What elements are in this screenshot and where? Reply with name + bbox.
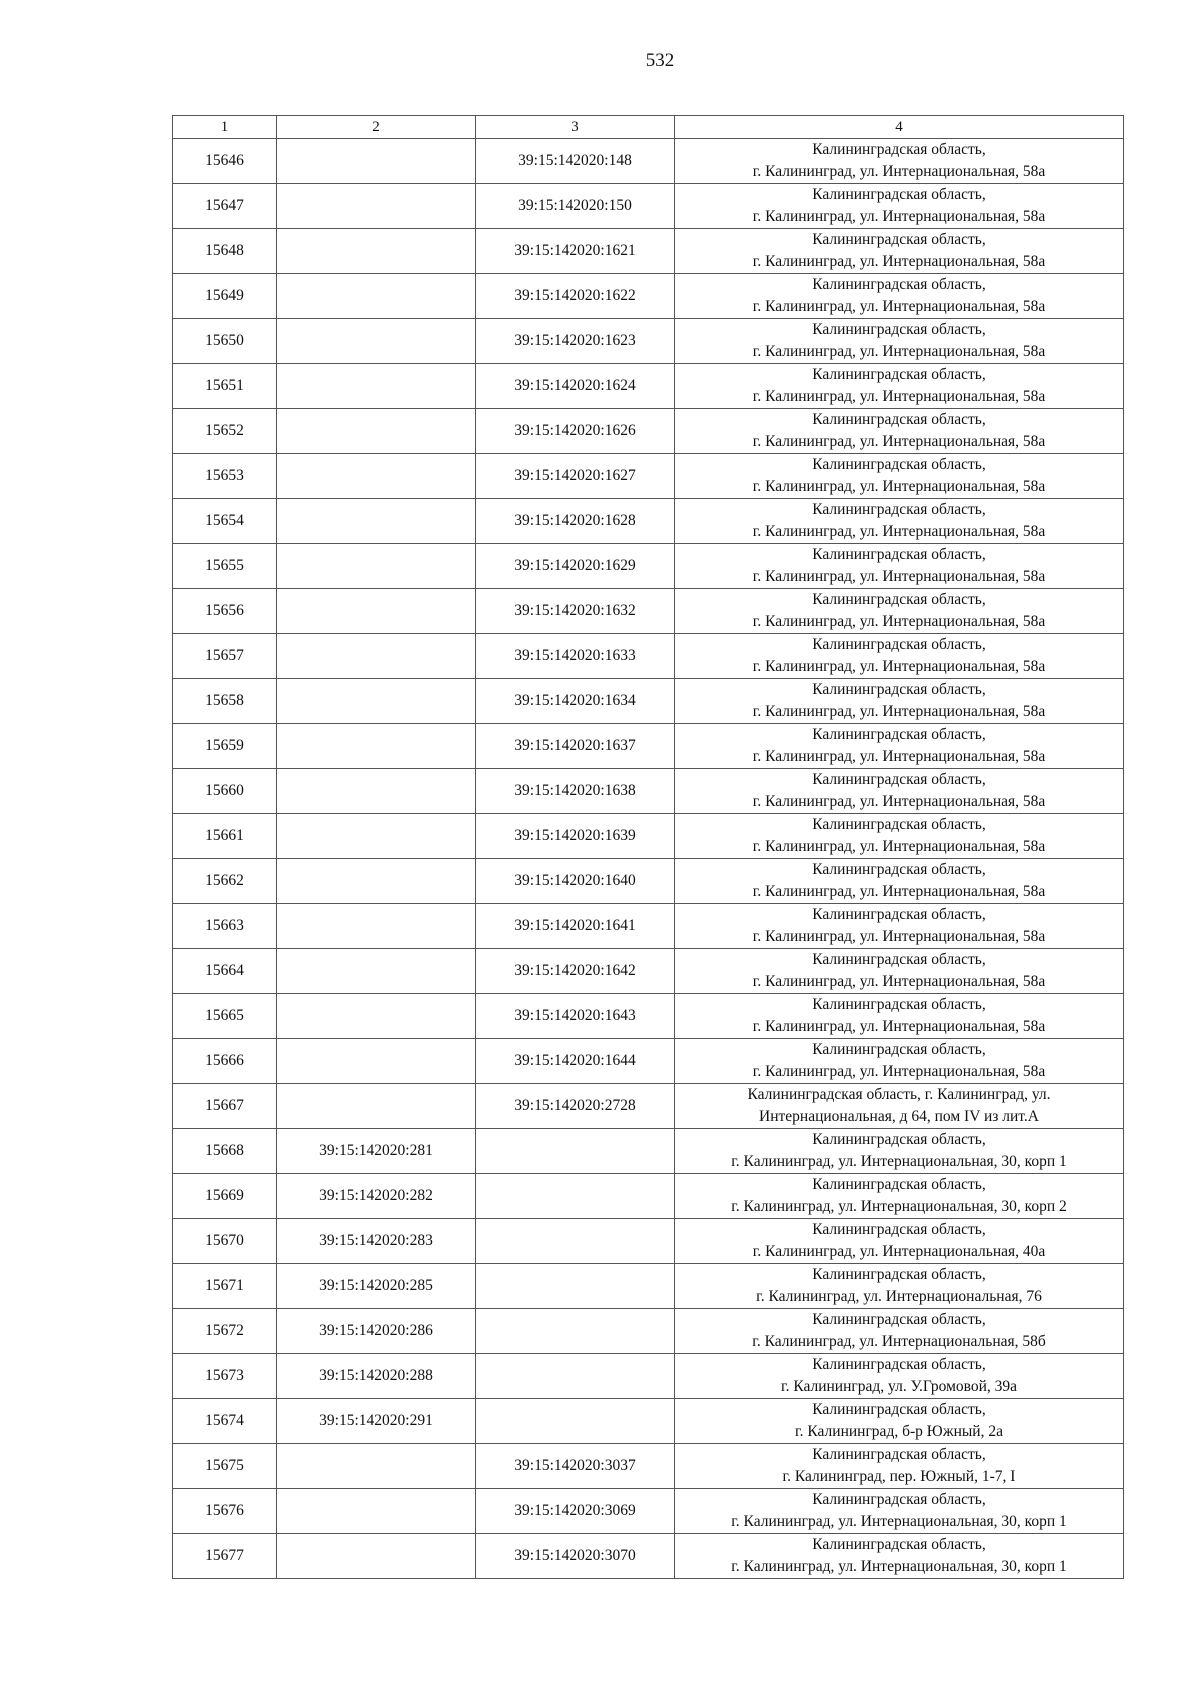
address-line: Калининградская область,: [812, 996, 986, 1013]
address-line: г. Калининград, ул. Интернациональная, 58а: [752, 658, 1046, 675]
table-header: [173, 116, 1124, 139]
address-line: Калининградская область,: [812, 771, 986, 788]
cadastral-number-cell: 39:15:142020:288: [277, 1354, 476, 1399]
address-line: Калининградская область,: [812, 1221, 986, 1238]
address-line: Калининградская область,: [812, 1176, 986, 1193]
room-cadastral-number-cell: [476, 1309, 675, 1354]
room-cadastral-number-cell: [476, 1174, 675, 1219]
address-cell: [675, 949, 1124, 994]
address-cell: [675, 769, 1124, 814]
address-cell: [675, 1399, 1124, 1444]
address-line: г. Калининград, ул. Интернациональная, 30, корп 1: [731, 1153, 1067, 1170]
header-cell-3: 3: [476, 116, 675, 139]
table-row: [173, 1129, 1124, 1174]
row-number-cell: 15647: [173, 184, 277, 229]
row-number-cell: 15677: [173, 1534, 277, 1579]
registry-table: [172, 115, 1124, 1579]
room-cadastral-number-cell: [476, 1354, 675, 1399]
address-cell: [675, 1309, 1124, 1354]
address-line: г. Калининград, ул. Интернациональная, 30, корп 1: [731, 1558, 1067, 1575]
address-line: Калининградская область,: [812, 366, 986, 383]
address-cell: [675, 229, 1124, 274]
address-line: г. Калининград, ул. Интернациональная, 58а: [752, 613, 1046, 630]
address-line: Калининградская область,: [812, 951, 986, 968]
row-number-cell: 15671: [173, 1264, 277, 1309]
address-line: Калининградская область,: [812, 1536, 986, 1553]
address-line: г. Калининград, ул. Интернациональная, 58а: [752, 838, 1046, 855]
header-cell-1: 1: [173, 116, 277, 139]
address-line: Калининградская область,: [812, 546, 986, 563]
address-line: Калининградская область,: [812, 186, 986, 203]
cadastral-number-cell: [277, 364, 476, 409]
room-cadastral-number-cell: [476, 1219, 675, 1264]
address-cell: [675, 1534, 1124, 1579]
address-line: Калининградская область,: [812, 906, 986, 923]
address-cell: [675, 904, 1124, 949]
table-row: [173, 184, 1124, 229]
table-row: [173, 1534, 1124, 1579]
address-line: г. Калининград, ул. Интернациональная, 58б: [752, 1333, 1046, 1350]
address-line: Калининградская область,: [812, 501, 986, 518]
cadastral-number-cell: 39:15:142020:281: [277, 1129, 476, 1174]
table-row: [173, 1174, 1124, 1219]
address-cell: [675, 1129, 1124, 1174]
table-row: [173, 1039, 1124, 1084]
cadastral-number-cell: [277, 769, 476, 814]
room-cadastral-number-cell: 39:15:142020:1626: [476, 409, 675, 454]
cadastral-number-cell: [277, 1489, 476, 1534]
cadastral-number-cell: 39:15:142020:291: [277, 1399, 476, 1444]
page-number: 532: [645, 50, 675, 71]
room-cadastral-number-cell: 39:15:142020:3070: [476, 1534, 675, 1579]
cadastral-number-cell: [277, 544, 476, 589]
address-line: Калининградская область,: [812, 321, 986, 338]
address-cell: [675, 409, 1124, 454]
address-line: Калининградская область,: [812, 276, 986, 293]
room-cadastral-number-cell: 39:15:142020:1644: [476, 1039, 675, 1084]
address-line: г. Калининград, б-р Южный, 2а: [795, 1423, 1003, 1440]
address-cell: [675, 814, 1124, 859]
room-cadastral-number-cell: 39:15:142020:1639: [476, 814, 675, 859]
row-number-cell: 15660: [173, 769, 277, 814]
room-cadastral-number-cell: 39:15:142020:1623: [476, 319, 675, 364]
address-line: г. Калининград, ул. Интернациональная, 58а: [752, 253, 1046, 270]
address-line: Калининградская область,: [812, 861, 986, 878]
table-row: [173, 1219, 1124, 1264]
address-cell: [675, 994, 1124, 1039]
address-cell: [675, 1489, 1124, 1534]
address-line: Калининградская область, г. Калининград, ул.: [747, 1086, 1051, 1103]
cadastral-number-cell: 39:15:142020:283: [277, 1219, 476, 1264]
room-cadastral-number-cell: 39:15:142020:1627: [476, 454, 675, 499]
cadastral-number-cell: [277, 1039, 476, 1084]
row-number-cell: 15656: [173, 589, 277, 634]
row-number-cell: 15662: [173, 859, 277, 904]
address-line: г. Калининград, ул. Интернациональная, 58а: [752, 163, 1046, 180]
table-row: [173, 904, 1124, 949]
address-line: Калининградская область,: [812, 1041, 986, 1058]
address-line: г. Калининград, ул. Интернациональная, 58а: [752, 433, 1046, 450]
room-cadastral-number-cell: 39:15:142020:1641: [476, 904, 675, 949]
address-line: г. Калининград, ул. Интернациональная, 58а: [752, 883, 1046, 900]
address-cell: [675, 1174, 1124, 1219]
address-cell: [675, 184, 1124, 229]
table-row: [173, 859, 1124, 904]
address-line: Калининградская область,: [812, 726, 986, 743]
cadastral-number-cell: [277, 1534, 476, 1579]
address-cell: [675, 319, 1124, 364]
cadastral-number-cell: [277, 1084, 476, 1129]
address-cell: [675, 1219, 1124, 1264]
table-row: [173, 544, 1124, 589]
room-cadastral-number-cell: 39:15:142020:1628: [476, 499, 675, 544]
row-number-cell: 15669: [173, 1174, 277, 1219]
row-number-cell: 15648: [173, 229, 277, 274]
address-line: Калининградская область,: [812, 1311, 986, 1328]
address-line: Калининградская область,: [812, 1131, 986, 1148]
room-cadastral-number-cell: 39:15:142020:2728: [476, 1084, 675, 1129]
room-cadastral-number-cell: 39:15:142020:1637: [476, 724, 675, 769]
room-cadastral-number-cell: 39:15:142020:1640: [476, 859, 675, 904]
table-row: [173, 769, 1124, 814]
address-line: Калининградская область,: [812, 1266, 986, 1283]
room-cadastral-number-cell: 39:15:142020:1634: [476, 679, 675, 724]
row-number-cell: 15649: [173, 274, 277, 319]
room-cadastral-number-cell: 39:15:142020:1638: [476, 769, 675, 814]
address-cell: [675, 544, 1124, 589]
table-row: [173, 454, 1124, 499]
address-cell: [675, 634, 1124, 679]
address-line: г. Калининград, ул. Интернациональная, 30, корп 1: [731, 1513, 1067, 1530]
address-line: г. Калининград, ул. Интернациональная, 58а: [752, 928, 1046, 945]
row-number-cell: 15674: [173, 1399, 277, 1444]
address-cell: [675, 1084, 1124, 1129]
row-number-cell: 15657: [173, 634, 277, 679]
address-line: Калининградская область,: [812, 1356, 986, 1373]
room-cadastral-number-cell: 39:15:142020:150: [476, 184, 675, 229]
cadastral-number-cell: [277, 1444, 476, 1489]
row-number-cell: 15665: [173, 994, 277, 1039]
row-number-cell: 15676: [173, 1489, 277, 1534]
table-row: [173, 319, 1124, 364]
address-cell: [675, 1444, 1124, 1489]
address-line: г. Калининград, ул. Интернациональная, 58а: [752, 748, 1046, 765]
header-cell-4: 4: [675, 116, 1124, 139]
table-row: [173, 499, 1124, 544]
address-line: г. Калининград, ул. Интернациональная, 58а: [752, 703, 1046, 720]
row-number-cell: 15655: [173, 544, 277, 589]
table-row: [173, 409, 1124, 454]
address-line: г. Калининград, ул. Интернациональная, 58а: [752, 478, 1046, 495]
table-row: [173, 1084, 1124, 1129]
address-line: г. Калининград, ул. Интернациональная, 58а: [752, 298, 1046, 315]
cadastral-number-cell: [277, 904, 476, 949]
table-body: [173, 139, 1124, 1579]
row-number-cell: 15652: [173, 409, 277, 454]
row-number-cell: 15646: [173, 139, 277, 184]
room-cadastral-number-cell: 39:15:142020:3069: [476, 1489, 675, 1534]
row-number-cell: 15651: [173, 364, 277, 409]
address-line: Интернациональная, д 64, пом IV из лит.А: [759, 1108, 1039, 1125]
table-row: [173, 1444, 1124, 1489]
cadastral-number-cell: [277, 139, 476, 184]
row-number-cell: 15667: [173, 1084, 277, 1129]
cadastral-number-cell: [277, 229, 476, 274]
table-row: [173, 1309, 1124, 1354]
table-row: [173, 994, 1124, 1039]
address-line: Калининградская область,: [812, 231, 986, 248]
header-cell-2: 2: [277, 116, 476, 139]
table-row: [173, 949, 1124, 994]
address-cell: [675, 679, 1124, 724]
room-cadastral-number-cell: 39:15:142020:1642: [476, 949, 675, 994]
table-row: [173, 139, 1124, 184]
address-cell: [675, 499, 1124, 544]
address-cell: [675, 139, 1124, 184]
table-row: [173, 1489, 1124, 1534]
row-number-cell: 15659: [173, 724, 277, 769]
row-number-cell: 15650: [173, 319, 277, 364]
address-line: Калининградская область,: [812, 591, 986, 608]
address-line: Калининградская область,: [812, 1401, 986, 1418]
address-line: г. Калининград, пер. Южный, 1-7, I: [782, 1468, 1016, 1485]
cadastral-number-cell: 39:15:142020:286: [277, 1309, 476, 1354]
address-line: г. Калининград, ул. Интернациональная, 58а: [752, 343, 1046, 360]
row-number-cell: 15668: [173, 1129, 277, 1174]
row-number-cell: 15658: [173, 679, 277, 724]
address-cell: [675, 1039, 1124, 1084]
address-line: Калининградская область,: [812, 456, 986, 473]
table-row: [173, 1399, 1124, 1444]
cadastral-number-cell: [277, 679, 476, 724]
address-line: Калининградская область,: [812, 1446, 986, 1463]
address-line: Калининградская область,: [812, 141, 986, 158]
address-line: Калининградская область,: [812, 411, 986, 428]
row-number-cell: 15672: [173, 1309, 277, 1354]
address-line: г. Калининград, ул. У.Громовой, 39а: [780, 1378, 1018, 1395]
table-row: [173, 1264, 1124, 1309]
address-line: г. Калининград, ул. Интернациональная, 30, корп 2: [731, 1198, 1067, 1215]
address-line: Калининградская область,: [812, 636, 986, 653]
row-number-cell: 15661: [173, 814, 277, 859]
address-cell: [675, 724, 1124, 769]
row-number-cell: 15664: [173, 949, 277, 994]
address-line: г. Калининград, ул. Интернациональная, 76: [756, 1288, 1042, 1305]
row-number-cell: 15666: [173, 1039, 277, 1084]
cadastral-number-cell: [277, 274, 476, 319]
address-line: г. Калининград, ул. Интернациональная, 58а: [752, 1018, 1046, 1035]
table-row: [173, 364, 1124, 409]
room-cadastral-number-cell: 39:15:142020:1643: [476, 994, 675, 1039]
room-cadastral-number-cell: 39:15:142020:1633: [476, 634, 675, 679]
table-row: [173, 1354, 1124, 1399]
cadastral-number-cell: [277, 409, 476, 454]
room-cadastral-number-cell: 39:15:142020:1622: [476, 274, 675, 319]
table-row: [173, 724, 1124, 769]
row-number-cell: 15670: [173, 1219, 277, 1264]
row-number-cell: 15663: [173, 904, 277, 949]
cadastral-number-cell: 39:15:142020:282: [277, 1174, 476, 1219]
cadastral-number-cell: [277, 814, 476, 859]
cadastral-number-cell: 39:15:142020:285: [277, 1264, 476, 1309]
address-cell: [675, 454, 1124, 499]
row-number-cell: 15673: [173, 1354, 277, 1399]
cadastral-number-cell: [277, 949, 476, 994]
address-cell: [675, 364, 1124, 409]
room-cadastral-number-cell: 39:15:142020:1629: [476, 544, 675, 589]
cadastral-number-cell: [277, 319, 476, 364]
table-row: [173, 589, 1124, 634]
table-row: [173, 229, 1124, 274]
row-number-cell: 15675: [173, 1444, 277, 1489]
address-line: г. Калининград, ул. Интернациональная, 58а: [752, 793, 1046, 810]
table-row: [173, 814, 1124, 859]
cadastral-number-cell: [277, 994, 476, 1039]
room-cadastral-number-cell: 39:15:142020:1632: [476, 589, 675, 634]
address-cell: [675, 274, 1124, 319]
address-cell: [675, 1354, 1124, 1399]
address-line: Калининградская область,: [812, 816, 986, 833]
table-row: [173, 679, 1124, 724]
cadastral-number-cell: [277, 724, 476, 769]
room-cadastral-number-cell: [476, 1129, 675, 1174]
address-line: г. Калининград, ул. Интернациональная, 58а: [752, 388, 1046, 405]
cadastral-number-cell: [277, 634, 476, 679]
address-cell: [675, 859, 1124, 904]
header-row: [173, 116, 1124, 139]
cadastral-number-cell: [277, 454, 476, 499]
address-line: г. Калининград, ул. Интернациональная, 58а: [752, 523, 1046, 540]
table-row: [173, 274, 1124, 319]
address-cell: [675, 589, 1124, 634]
address-line: г. Калининград, ул. Интернациональная, 58а: [752, 208, 1046, 225]
address-cell: [675, 1264, 1124, 1309]
cadastral-number-cell: [277, 184, 476, 229]
address-line: г. Калининград, ул. Интернациональная, 58а: [752, 1063, 1046, 1080]
address-line: Калининградская область,: [812, 1491, 986, 1508]
room-cadastral-number-cell: [476, 1264, 675, 1309]
cadastral-number-cell: [277, 859, 476, 904]
room-cadastral-number-cell: [476, 1399, 675, 1444]
room-cadastral-number-cell: 39:15:142020:148: [476, 139, 675, 184]
cadastral-number-cell: [277, 499, 476, 544]
row-number-cell: 15653: [173, 454, 277, 499]
address-line: Калининградская область,: [812, 681, 986, 698]
address-line: г. Калининград, ул. Интернациональная, 58а: [752, 973, 1046, 990]
address-line: г. Калининград, ул. Интернациональная, 40а: [752, 1243, 1046, 1260]
room-cadastral-number-cell: 39:15:142020:3037: [476, 1444, 675, 1489]
cadastral-number-cell: [277, 589, 476, 634]
row-number-cell: 15654: [173, 499, 277, 544]
table-row: [173, 634, 1124, 679]
room-cadastral-number-cell: 39:15:142020:1621: [476, 229, 675, 274]
address-line: г. Калининград, ул. Интернациональная, 58а: [752, 568, 1046, 585]
room-cadastral-number-cell: 39:15:142020:1624: [476, 364, 675, 409]
